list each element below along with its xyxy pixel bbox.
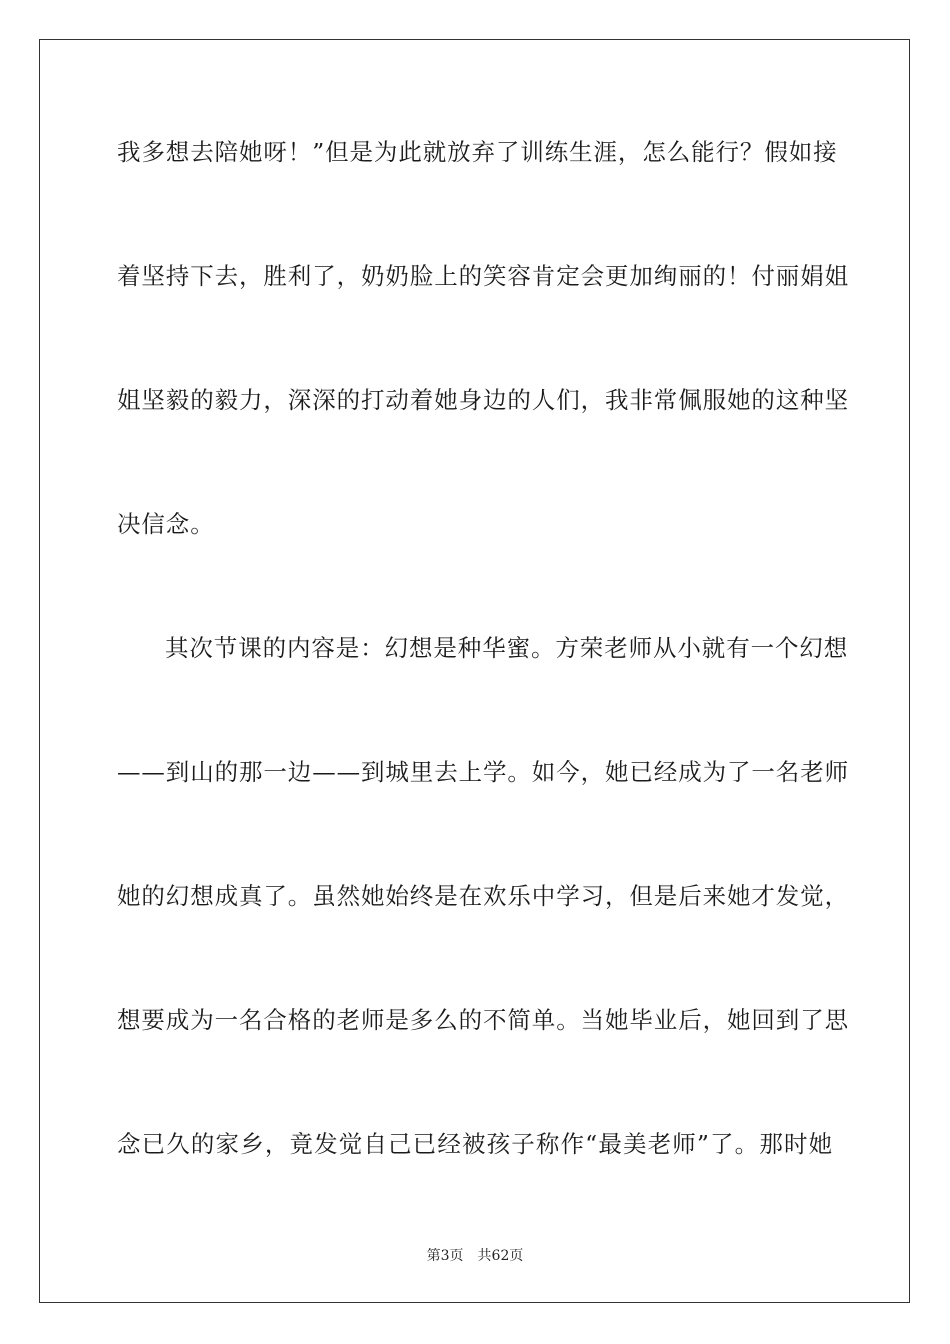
text-line-8: 想要成为一名合格的老师是多么的不简单。当她毕业后，她回到了思 (117, 1006, 849, 1034)
text-line-4: 决信念。 (117, 510, 215, 538)
page-border (39, 39, 910, 1303)
text-line-7: 她的幻想成真了。虽然她始终是在欢乐中学习，但是后来她才发觉， (117, 882, 849, 910)
text-line-9: 念已久的家乡，竟发觉自己已经被孩子称作“最美老师”了。那时她 (117, 1130, 833, 1158)
text-line-6: ——到山的那一边——到城里去上学。如今，她已经成为了一名老师 (117, 758, 849, 786)
text-line-1: 我多想去陪她呀！”但是为此就放弃了训练生涯，怎么能行？假如接 (117, 138, 838, 166)
page-number: 第3页 (426, 1248, 464, 1264)
total-pages: 共62页 (477, 1248, 524, 1264)
text-line-3: 姐坚毅的毅力，深深的打动着她身边的人们，我非常佩服她的这种坚 (117, 386, 849, 414)
text-line-2: 着坚持下去，胜利了，奶奶脸上的笑容肯定会更加绚丽的！付丽娟姐 (117, 262, 849, 290)
text-line-5: 其次节课的内容是：幻想是种华蜜。方荣老师从小就有一个幻想 (165, 634, 849, 662)
page-footer (0, 1246, 950, 1266)
